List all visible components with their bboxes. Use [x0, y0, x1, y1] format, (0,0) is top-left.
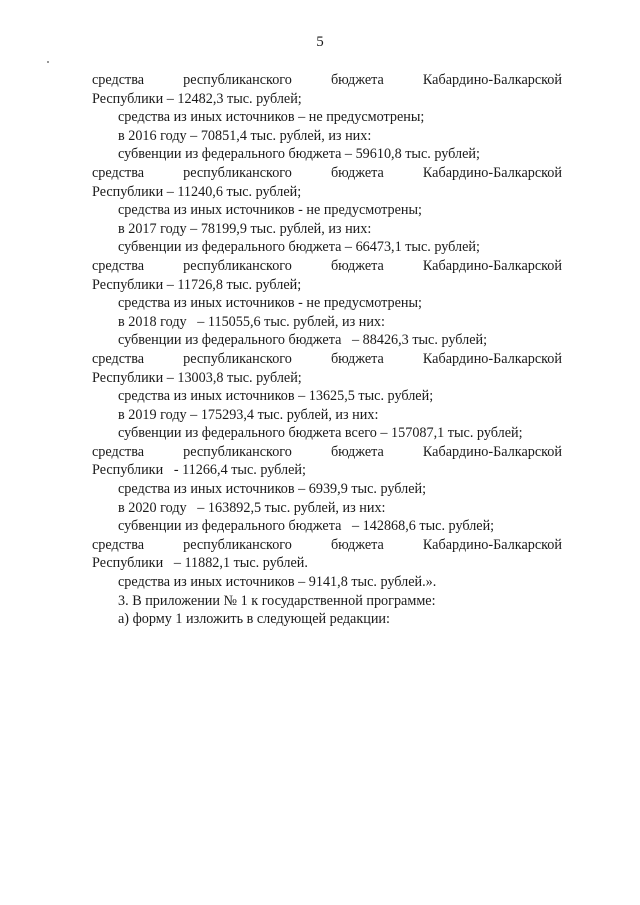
text-line: Республики – 13003,8 тыс. рублей;	[92, 369, 302, 386]
text-word: средства	[92, 257, 145, 274]
text-line: в 2016 году – 70851,4 тыс. рублей, из них:	[118, 127, 372, 144]
text-line: а) форму 1 изложить в следующей редакции:	[118, 611, 390, 628]
text-line: в 2020 году – 163892,5 тыс. рублей, из них:	[118, 499, 386, 516]
text-line	[92, 164, 562, 183]
text-word: республиканского	[183, 72, 292, 88]
text-line: средства из иных источников - не предусмотрены;	[118, 202, 422, 219]
text-line: средства из иных источников – 6939,9 тыс. рублей;	[118, 481, 427, 498]
text-word: бюджета	[330, 536, 384, 553]
document-body	[92, 71, 562, 629]
text-word: республиканского	[183, 350, 292, 367]
text-word: республиканского	[183, 257, 292, 274]
text-line: в 2017 году – 78199,9 тыс. рублей, из них:	[118, 220, 372, 237]
text-line: средства из иных источников – 13625,5 тыс. рублей;	[118, 388, 434, 405]
text-line	[92, 257, 562, 276]
scan-artifact-dot	[47, 61, 49, 63]
text-line	[92, 443, 562, 462]
text-line: Республики – 11882,1 тыс. рублей.	[92, 555, 308, 572]
text-line: субвенции из федерального бюджета – 142868,6 тыс. рублей;	[118, 518, 495, 535]
text-line: Республики – 11726,8 тыс. рублей;	[92, 276, 302, 293]
text-word: республиканского	[183, 536, 292, 553]
text-line: в 2019 году – 175293,4 тыс. рублей, из них:	[118, 406, 379, 423]
text-word: Кабардино-Балкарской	[422, 72, 562, 88]
page-number: 5	[316, 34, 324, 50]
text-word: Кабардино-Балкарской	[422, 443, 562, 460]
text-line: субвенции из федерального бюджета – 59610,8 тыс. рублей;	[118, 146, 480, 163]
text-word: бюджета	[330, 350, 384, 367]
text-line	[92, 536, 562, 555]
text-word: Кабардино-Балкарской	[422, 536, 562, 553]
text-word: бюджета	[330, 72, 384, 88]
text-line: средства из иных источников - не предусмотрены;	[118, 295, 422, 312]
text-word: средства	[92, 350, 145, 367]
text-word: республиканского	[183, 164, 292, 181]
text-line	[92, 71, 562, 90]
text-word: Кабардино-Балкарской	[422, 257, 562, 274]
text-line: субвенции из федерального бюджета – 66473,1 тыс. рублей;	[118, 239, 480, 256]
text-line: 3. В приложении № 1 к государственной программе:	[118, 592, 436, 609]
text-word: республиканского	[183, 443, 292, 460]
text-word: бюджета	[330, 164, 384, 181]
text-line: Республики - 11266,4 тыс. рублей;	[92, 462, 306, 479]
text-word: Кабардино-Балкарской	[422, 350, 562, 367]
text-word: средства	[92, 536, 145, 553]
text-line: в 2018 году – 115055,6 тыс. рублей, из них:	[118, 313, 385, 330]
text-word: средства	[92, 164, 145, 181]
text-line: Республики – 12482,3 тыс. рублей;	[92, 90, 302, 107]
text-line	[92, 350, 562, 369]
text-line: субвенции из федерального бюджета всего – 157087,1 тыс. рублей;	[118, 425, 523, 442]
text-word: бюджета	[330, 443, 384, 460]
text-word: Кабардино-Балкарской	[422, 164, 562, 181]
text-word: бюджета	[330, 257, 384, 274]
text-line: средства из иных источников – не предусмотрены;	[118, 109, 425, 126]
text-line: средства из иных источников – 9141,8 тыс. рублей.».	[118, 574, 437, 591]
text-word: средства	[92, 443, 145, 460]
text-line: субвенции из федерального бюджета – 88426,3 тыс. рублей;	[118, 332, 488, 349]
text-line: Республики – 11240,6 тыс. рублей;	[92, 183, 302, 200]
text-word: средства	[92, 72, 145, 88]
